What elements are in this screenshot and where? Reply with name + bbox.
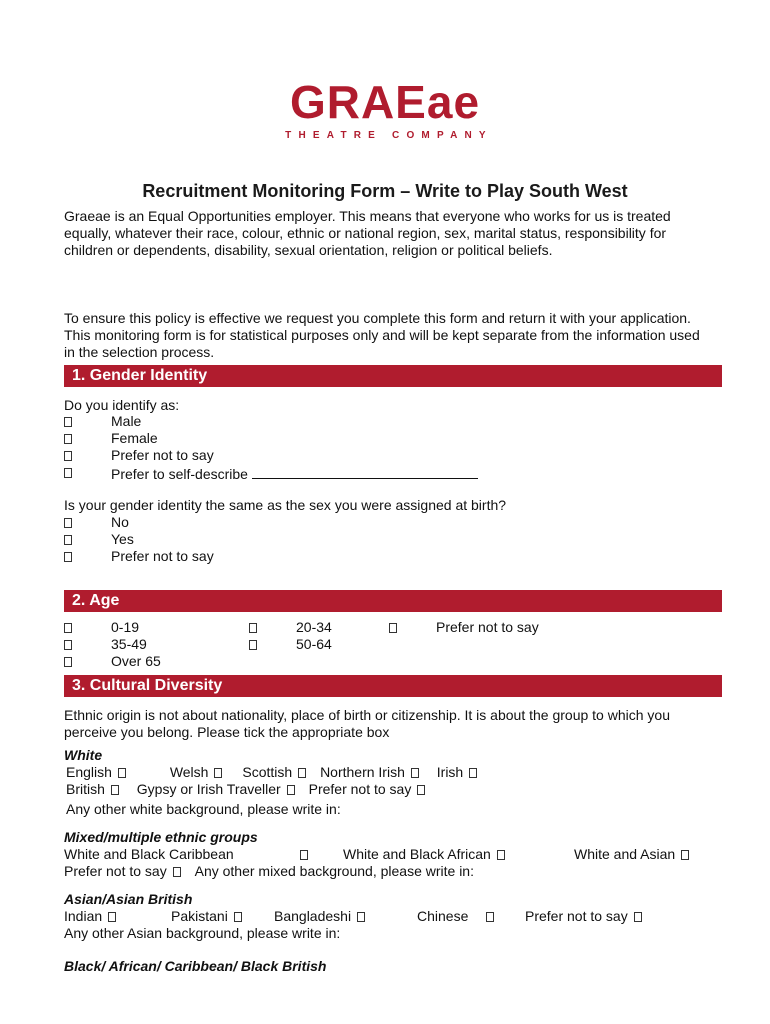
section-header-cultural-diversity: 3. Cultural Diversity (64, 675, 722, 697)
option-label: Prefer not to say (111, 548, 214, 564)
checkbox-age-20-34[interactable] (249, 623, 257, 633)
checkbox-irish[interactable] (469, 768, 477, 778)
checkbox-bangladeshi[interactable] (357, 912, 365, 922)
intro-paragraph-2: To ensure this policy is effective we request you complete this form and return it with your application. This monitoring form is for statistical purposes only and will be kept separate from the information used in the selection process. (64, 310, 700, 360)
option-label: Prefer not to say (436, 619, 539, 635)
checkbox-same-prefer-not[interactable] (64, 552, 72, 562)
checkbox-welsh[interactable] (214, 768, 222, 778)
option-label: No (111, 514, 129, 530)
checkbox-white-black-caribbean[interactable] (300, 850, 308, 860)
option-label: English (66, 764, 112, 780)
self-describe-row (111, 464, 478, 483)
checkbox-age-over-65[interactable] (64, 657, 72, 667)
checkbox-white-black-african[interactable] (497, 850, 505, 860)
option-label: White and Black African (343, 846, 491, 862)
gender-same-question: Is your gender identity the same as the sex you were assigned at birth? (64, 497, 507, 513)
option-label: Prefer not to say (525, 908, 628, 924)
form-title: Recruitment Monitoring Form – Write to Play South West (142, 181, 628, 201)
option-label: Prefer not to say (308, 781, 412, 797)
checkbox-english[interactable] (118, 768, 126, 778)
group-heading-white: White (64, 747, 103, 763)
option-label: 35-49 (111, 636, 147, 652)
option-label: Northern Irish (320, 764, 405, 780)
option-label: Chinese (417, 908, 469, 924)
logo-wordmark: GRAEae (289, 76, 481, 128)
asian-other-label: Any other Asian background, please write in: (64, 925, 341, 941)
checkbox-age-prefer-not[interactable] (389, 623, 397, 633)
self-describe-field[interactable] (252, 464, 478, 479)
asian-indian (64, 908, 116, 925)
checkbox-gender-self-describe[interactable] (64, 468, 72, 478)
section-header-gender-identity: 1. Gender Identity (64, 365, 722, 387)
white-row-2 (66, 781, 425, 798)
group-heading-asian: Asian/Asian British (64, 891, 193, 907)
option-label: 20-34 (296, 619, 332, 635)
option-label: White and Black Caribbean (64, 846, 234, 862)
checkbox-scottish[interactable] (298, 768, 306, 778)
checkbox-indian[interactable] (108, 912, 116, 922)
option-label: Prefer not to say (64, 863, 167, 879)
graeae-logo (0, 76, 770, 141)
checkbox-age-0-19[interactable] (64, 623, 72, 633)
asian-pakistani (171, 908, 242, 925)
checkbox-pakistani[interactable] (234, 912, 242, 922)
checkbox-british[interactable] (111, 785, 119, 795)
option-label: Pakistani (171, 908, 228, 924)
option-label: Gypsy or Irish Traveller (136, 781, 281, 797)
option-label: Irish (436, 764, 464, 780)
option-label: Yes (111, 531, 134, 547)
checkbox-age-50-64[interactable] (249, 640, 257, 650)
section-header-age: 2. Age (64, 590, 722, 612)
asian-bangladeshi (274, 908, 365, 925)
white-other-label: Any other white background, please write in: (66, 801, 341, 817)
option-label: Female (111, 430, 158, 446)
mixed-other-label: Any other mixed background, please write in: (194, 863, 474, 879)
option-label: British (66, 781, 105, 797)
white-row-1 (66, 764, 477, 781)
checkbox-age-35-49[interactable] (64, 640, 72, 650)
option-label: 50-64 (296, 636, 332, 652)
group-heading-black: Black/ African/ Caribbean/ Black British (64, 958, 327, 974)
option-label: 0-19 (111, 619, 140, 635)
option-label: Over 65 (111, 653, 161, 669)
checkbox-gypsy-irish-traveller[interactable] (287, 785, 295, 795)
option-label: Prefer not to say (111, 447, 214, 463)
checkbox-northern-irish[interactable] (411, 768, 419, 778)
option-label: White and Asian (574, 846, 676, 862)
mixed-asian (574, 846, 689, 863)
option-label: Prefer to self-describe (111, 466, 248, 482)
asian-prefer-not (525, 908, 642, 925)
logo-subtitle: THEATRE COMPANY (285, 130, 493, 141)
checkbox-white-prefer-not[interactable] (417, 785, 425, 795)
checkbox-chinese[interactable] (486, 912, 494, 922)
intro-paragraph-1: Graeae is an Equal Opportunities employer. This means that everyone who works for us is treated equally, whatever their race, colour, ethnic or national region, sex, marital status, responsibility for children or dependents, disability, sexual orientation, religion or political beliefs. (64, 208, 671, 258)
ethnic-origin-intro: Ethnic origin is not about nationality, place of birth or citizenship. It is about the group to which you perceive you belong. Please tick the appropriate box (64, 707, 670, 740)
checkbox-asian-prefer-not[interactable] (634, 912, 642, 922)
option-label: Scottish (242, 764, 293, 780)
mixed-black-african (343, 846, 505, 863)
option-label: Bangladeshi (274, 908, 352, 924)
checkbox-mixed-prefer-not[interactable] (173, 867, 181, 877)
gender-question: Do you identify as: (64, 397, 180, 413)
checkbox-same-yes[interactable] (64, 535, 72, 545)
checkbox-gender-female[interactable] (64, 434, 72, 444)
checkbox-gender-prefer-not[interactable] (64, 451, 72, 461)
checkbox-white-asian[interactable] (681, 850, 689, 860)
option-label: Welsh (169, 764, 209, 780)
option-label: Indian (64, 908, 103, 924)
checkbox-gender-male[interactable] (64, 417, 72, 427)
asian-chinese (417, 908, 494, 925)
group-heading-mixed: Mixed/multiple ethnic groups (64, 829, 258, 845)
mixed-row-2 (64, 863, 474, 880)
option-label: Male (111, 413, 142, 429)
checkbox-same-no[interactable] (64, 518, 72, 528)
